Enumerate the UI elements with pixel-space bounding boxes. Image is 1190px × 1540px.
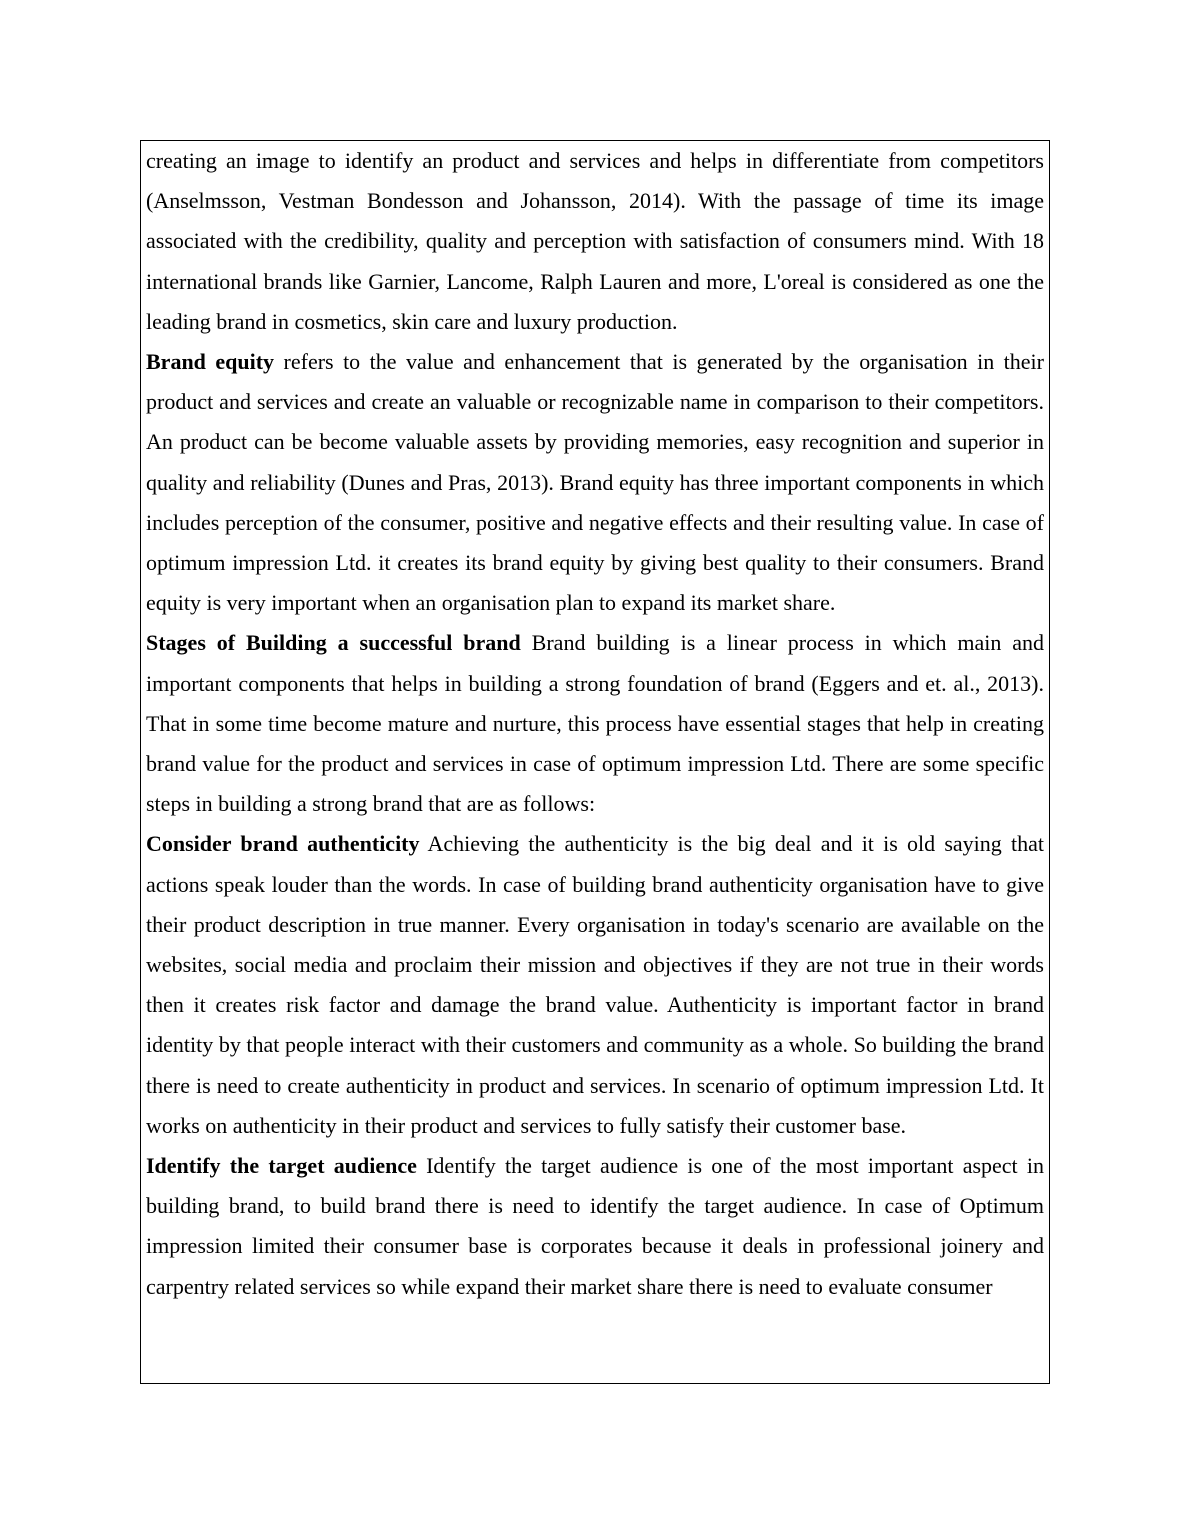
paragraph-text: Brand building is a linear process in which main and important components that helps in building a strong foundation of brand (Eggers and et. al., 2013). That in some time become mature and nurture, this process have essential stages that help in creating brand value for the product and services in case of optimum impression Ltd. There are some specific steps in building a strong brand that are as follows: bbox=[146, 630, 1044, 817]
paragraph-text: refers to the value and enhancement that is generated by the organisation in their product and services and create an valuable or recognizable name in comparison to their competitors. An product can be become valuable assets by providing memories, easy recognition and superior in quality and reliability (Dunes and Pras, 2013). Brand equity has three important components in which includes perception of the consumer, positive and negative effects and their resulting value. In case of optimum impression Ltd. it creates its brand equity by giving best quality to their consumers. Brand equity is very important when an organisation plan to expand its market share. bbox=[146, 349, 1044, 616]
paragraph-target-audience bbox=[146, 1146, 1044, 1307]
text-frame bbox=[140, 140, 1050, 1384]
paragraph-text: Achieving the authenticity is the big deal and it is old saying that actions speak louder than the words. In case of building brand authenticity organisation have to give their product description in true manner. Every organisation in today's scenario are available on the websites, social media and proclaim their mission and objectives if they are not true in their words then it creates risk factor and damage the brand value. Authenticity is important factor in brand identity by that people interact with their customers and community as a whole. So building the brand there is need to create authenticity in product and services. In scenario of optimum impression Ltd. It works on authenticity in their product and services to fully satisfy their customer base. bbox=[146, 831, 1045, 1138]
paragraph-text: creating an image to identify an product and services and helps in differentiate from competitors (Anselmsson, Vestman Bondesson and Johansson, 2014). With the passage of time its image associated with the credibility, quality and perception with satisfaction of consumers mind. With 18 international brands like Garnier, Lancome, Ralph Lauren and more, L'oreal is considered as one the leading brand in cosmetics, skin care and luxury production. bbox=[146, 148, 1044, 334]
paragraph-heading: Stages of Building a successful brand bbox=[146, 630, 521, 656]
paragraph-heading: Identify the target audience bbox=[146, 1153, 417, 1179]
paragraph-brand-authenticity bbox=[146, 824, 1044, 1146]
paragraph-brand-equity bbox=[146, 342, 1044, 623]
paragraph-stages-of-building bbox=[146, 623, 1044, 824]
paragraph-brand-image bbox=[146, 141, 1044, 342]
paragraph-heading: Consider brand authenticity bbox=[146, 831, 420, 857]
paragraph-heading: Brand equity bbox=[146, 349, 275, 375]
paragraph-text: Identify the target audience is one of the most important aspect in building brand, to build brand there is need to identify the target audience. In case of Optimum impression limited their consumer base is corporates because it deals in professional joinery and carpentry related services so while expand their market share there is need to evaluate consumer bbox=[146, 1153, 1045, 1299]
